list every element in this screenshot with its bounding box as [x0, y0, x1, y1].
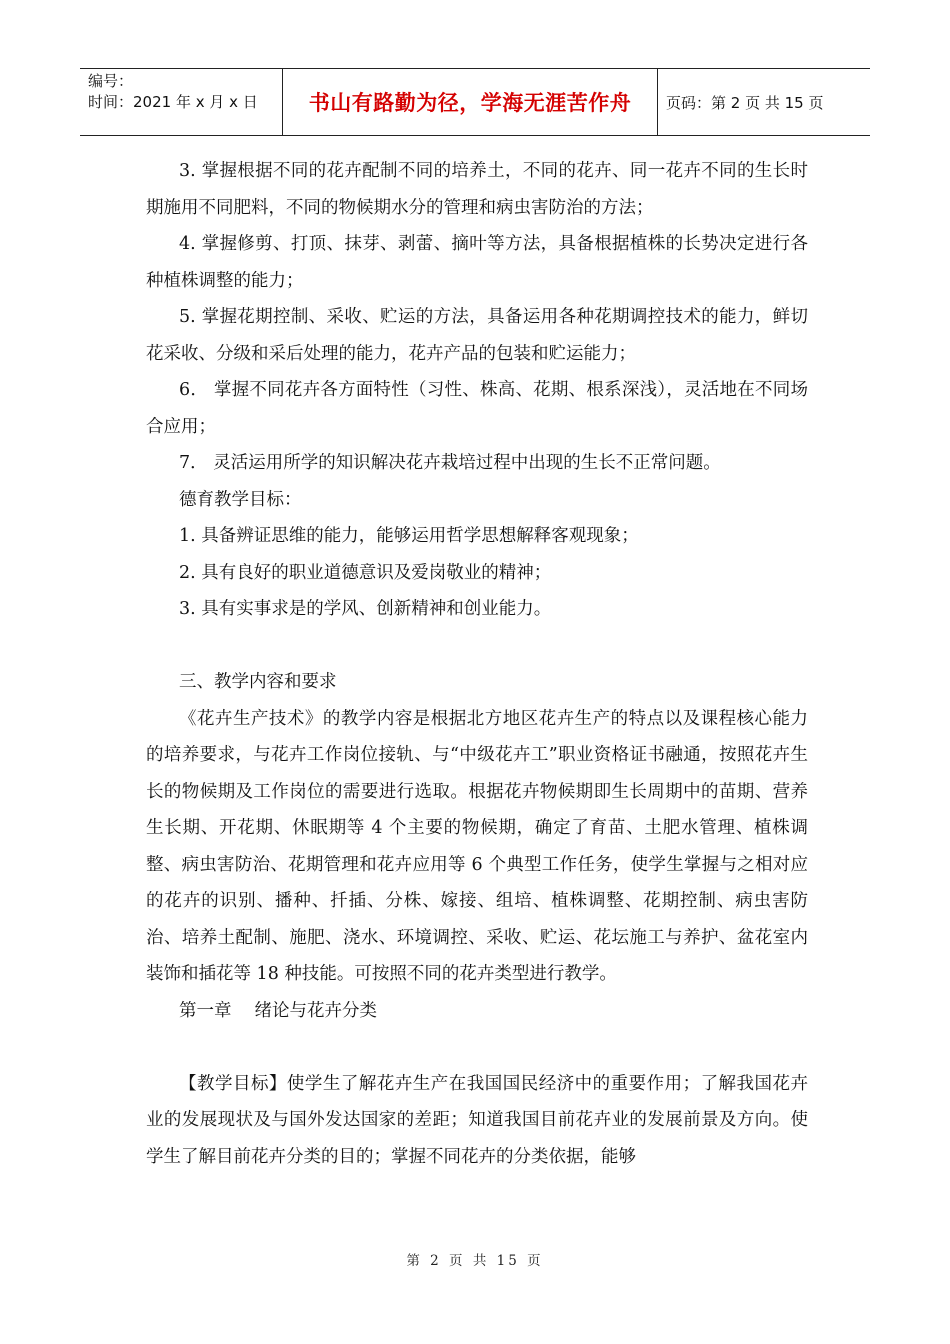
document-number-label: 编号： — [88, 72, 134, 90]
section-subheading: 德育教学目标： — [179, 489, 302, 510]
header-motto: 书山有路勤为径，学海无涯苦作舟 — [283, 69, 658, 135]
header-page-info: 页码：第 2 页 共 15 页 — [666, 93, 824, 112]
spacer — [146, 1029, 808, 1066]
paragraph: 3. 具有实事求是的学风、创新精神和创业能力。 — [179, 599, 552, 619]
paragraph: 《花卉生产技术》的教学内容是根据北方地区花卉生产的特点以及课程核心能力的培养要求，与花卉工作岗位接轨、与“中级花卉工”职业资格证书融通，按照花卉生长的物候期及工作岗位的需要进行选取。根据花卉物候期即生长周期中的苗期、营养生长期、开花期、休眠期等 4 个主要的物候期，确定了育苗、土肥水管理、植株调整、病虫害防治、花期管理和花卉应用等 6 个典型工作任务，使学生掌握与之相对应的花卉的识别、播种、扦插、分株、嫁接、组培、植株调整、花期控制、病虫害防治、培养土配制、施肥、浇水、环境调控、采收、贮运、花坛施工与养护、盆花室内装饰和插花等 18 种技能。可按照不同的花卉类型进行教学。 — [146, 708, 808, 984]
spacer — [146, 628, 808, 665]
document-body — [146, 153, 808, 1175]
paragraph: 2. 具有良好的职业道德意识及爱岗敬业的精神； — [179, 562, 552, 583]
chapter-heading: 第一章 绪论与花卉分类 — [179, 1000, 378, 1021]
paragraph: 5. 掌握花期控制、采收、贮运的方法，具备运用各种花期调控技术的能力，鲜切花采收、分级和采后处理的能力，花卉产品的包装和贮运能力； — [146, 307, 808, 364]
paragraph: 1. 具备辨证思维的能力，能够运用哲学思想解释客观现象； — [179, 526, 639, 546]
paragraph: 7． 灵活运用所学的知识解决花卉栽培过程中出现的生长不正常问题。 — [179, 453, 721, 473]
paragraph: 3. 掌握根据不同的花卉配制不同的培养土，不同的花卉、同一花卉不同的生长时期施用不同肥料，不同的物候期水分的管理和病虫害防治的方法； — [146, 161, 808, 218]
page-footer: 第 2 页 共 15 页 — [406, 1253, 544, 1269]
paragraph: 【教学目标】使学生了解花卉生产在我国国民经济中的重要作用；了解我国花卉业的发展现状及与国外发达国家的差距；知道我国目前花卉业的发展前景及方向。使学生了解目前花卉分类的目的；掌握不同花卉的分类依据，能够 — [146, 1073, 808, 1167]
section-heading: 三、教学内容和要求 — [179, 672, 337, 692]
page-header — [80, 68, 870, 136]
header-meta — [80, 69, 283, 135]
paragraph: 4. 掌握修剪、打顶、抹芽、剥蕾、摘叶等方法，具备根据植株的长势决定进行各种植株调整的能力； — [146, 234, 808, 291]
paragraph: 6． 掌握不同花卉各方面特性（习性、株高、花期、根系深浅），灵活地在不同场合应用； — [146, 380, 808, 437]
document-date: 时间：2021 年 x 月 x 日 — [88, 93, 258, 111]
